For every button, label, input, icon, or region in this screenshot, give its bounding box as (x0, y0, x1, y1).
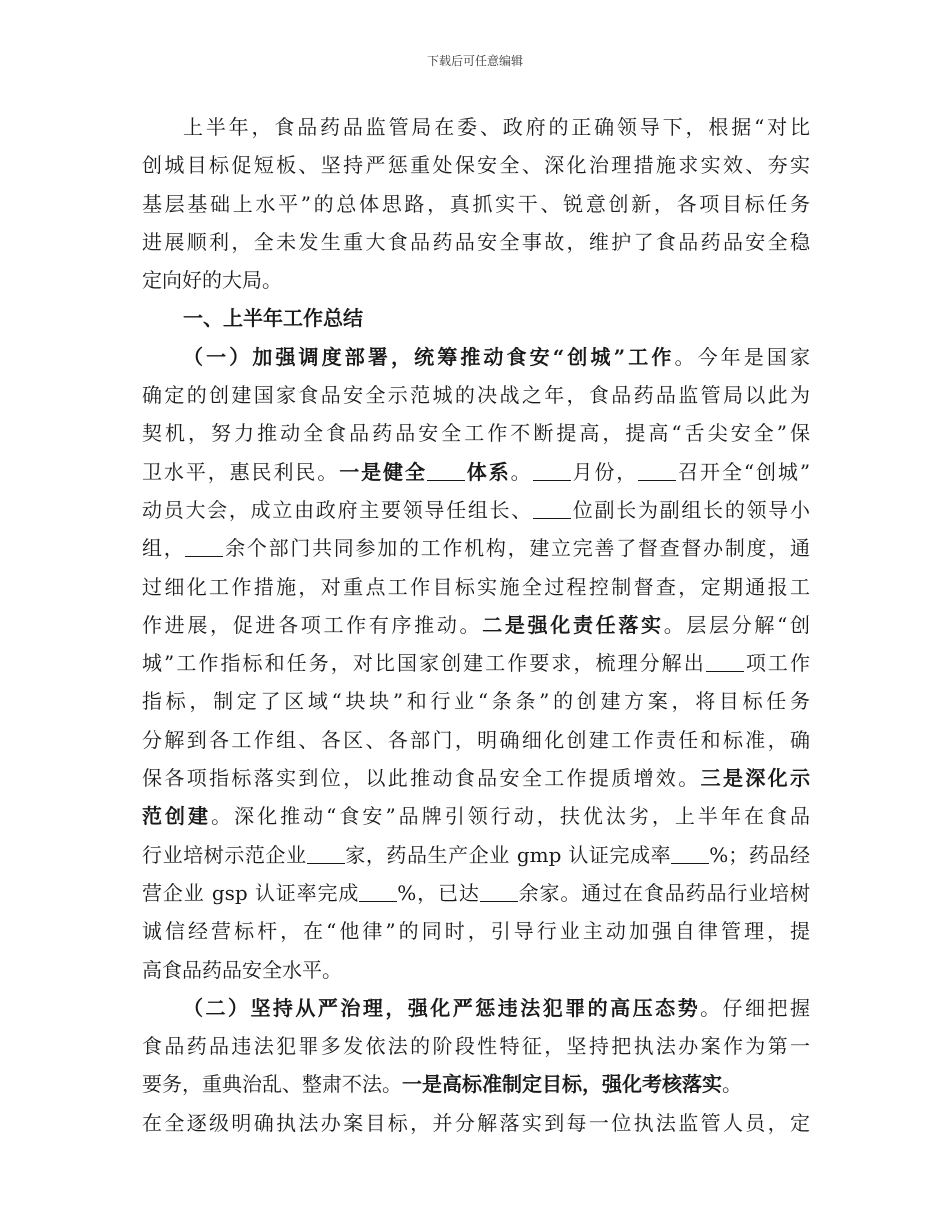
text-line (142, 644, 810, 682)
text-line (142, 759, 810, 797)
text-run: 基层基础上水平”的总体思路，真抓实干、锐意创新，各项目标任务 (142, 191, 810, 216)
text-run: 高食品药品安全水平。 (142, 957, 342, 982)
text-line (142, 414, 810, 452)
blank-underline (359, 880, 397, 902)
text-line (142, 951, 810, 989)
bold-text-run: 一、上半年工作总结 (183, 306, 363, 331)
blank-underline (638, 459, 676, 481)
blank-underline (480, 880, 518, 902)
text-run: 营企业 gsp 认证率完成 (142, 880, 360, 905)
text-run: 保各项指标落实到位，以此推动食品安全工作提质增效。 (142, 766, 701, 791)
text-line (142, 338, 810, 376)
text-run: 行业培树示范企业 (142, 842, 307, 867)
text-line (142, 376, 810, 414)
text-run: 食品药品违法犯罪多发依法的阶段性特征，坚持把执法办案作为第一 (142, 1034, 810, 1059)
blank-underline (671, 842, 709, 864)
document-body (142, 108, 810, 1142)
bold-text-run: （二）坚持从严治理，强化严惩违法犯罪的高压态势 (183, 995, 701, 1020)
blank-underline (427, 459, 465, 481)
text-run: 。 (722, 1072, 742, 1097)
text-run: 。层层分解“创 (663, 612, 810, 637)
text-run: %；药品经 (709, 842, 810, 867)
text-run: 。今年是国家 (674, 344, 810, 369)
text-line (142, 836, 810, 874)
bold-text-run: 体系 (464, 459, 511, 484)
text-run: 。深化推动“食安”品牌引领行动，扶优汰劣，上半年在食品 (211, 804, 810, 829)
text-run: 分解到各工作组、各区、各部门，明确细化创建工作责任和标准，确 (142, 727, 810, 752)
text-run: 动员大会，成立由政府主要领导任组长、 (142, 497, 534, 522)
text-line (142, 108, 810, 146)
blank-underline (185, 535, 223, 557)
text-line (142, 299, 810, 337)
text-run: 创城目标促短板、坚持严惩重处保安全、深化治理措施求实效、夯实 (142, 153, 810, 178)
text-line (142, 1065, 810, 1103)
text-line (142, 606, 810, 644)
text-line (142, 721, 810, 759)
text-run: %，已达 (397, 880, 480, 905)
text-run: 余家。通过在食品药品行业培树 (517, 880, 810, 905)
text-run: 诚信经营标杆，在“他律”的同时，引导行业主动加强自律管理，提 (142, 919, 810, 944)
text-line (142, 491, 810, 529)
text-line (142, 223, 810, 261)
text-run: 定向好的大局。 (142, 268, 282, 293)
bold-text-run: 一是高标准制定目标，强化考核落实 (402, 1072, 722, 1097)
text-line (142, 146, 810, 184)
bold-text-run: 二是强化责任落实 (482, 612, 664, 637)
text-run: 组， (142, 536, 186, 561)
text-run: 召开全“创城” (676, 459, 810, 484)
text-run: 卫水平，惠民利民。 (142, 459, 340, 484)
text-line (142, 912, 810, 950)
text-run: 位副长为副组长的领导小 (571, 497, 810, 522)
text-line (142, 529, 810, 567)
bold-text-run: 一是健全 (339, 459, 427, 484)
text-run: 。仔细把握 (700, 995, 810, 1020)
text-line (142, 261, 810, 299)
text-run: 确定的创建国家食品安全示范城的决战之年，食品药品监管局以此为 (142, 383, 810, 408)
text-line (142, 874, 810, 912)
text-line (142, 1104, 810, 1142)
text-run: 指标，制定了区域“块块”和行业“条条”的创建方案，将目标任务 (142, 689, 810, 714)
text-run: 过细化工作措施，对重点工作目标实施全过程控制督查，定期通报工 (142, 574, 810, 599)
page-header: 下载后可任意编辑 (426, 54, 523, 68)
text-run: 作进展，促进各项工作有序推动。 (142, 612, 483, 637)
text-run: 进展顺利，全未发生重大食品药品安全事故，维护了食品药品安全稳 (142, 229, 810, 254)
bold-text-run: （一）加强调度部署，统筹推动食安“创城”工作 (183, 344, 675, 369)
text-line (142, 797, 810, 835)
text-line (142, 682, 810, 720)
bold-text-run: 三是深化示 (700, 766, 810, 791)
blank-underline (307, 842, 345, 864)
text-line (142, 989, 810, 1027)
text-line (142, 185, 810, 223)
text-run: 要务，重典治乱、整肃不法。 (142, 1072, 402, 1097)
text-run: 家，药品生产企业 gmp 认证完成率 (344, 842, 672, 867)
text-run: 月份， (570, 459, 639, 484)
blank-underline (533, 459, 571, 481)
text-line (142, 568, 810, 606)
text-run: 余个部门共同参加的工作机构，建立完善了督查督办制度，通 (223, 536, 810, 561)
text-run: 上半年，食品药品监管局在委、政府的正确领导下，根据“对比 (183, 115, 810, 139)
text-run: 契机，努力推动全食品药品安全工作不断提高，提高“舌尖安全”保 (142, 421, 810, 446)
text-run: 在全逐级明确执法办案目标，并分解落实到每一位执法监管人员，定 (142, 1110, 810, 1135)
blank-underline (533, 497, 571, 519)
text-run: 城”工作指标和任务，对比国家创建工作要求，梳理分解出 (142, 651, 706, 676)
bold-text-run: 范创建 (142, 804, 212, 829)
text-run: 。 (510, 459, 533, 484)
blank-underline (706, 650, 744, 672)
text-run: 项工作 (743, 651, 810, 676)
text-line (142, 1027, 810, 1065)
text-line (142, 453, 810, 491)
